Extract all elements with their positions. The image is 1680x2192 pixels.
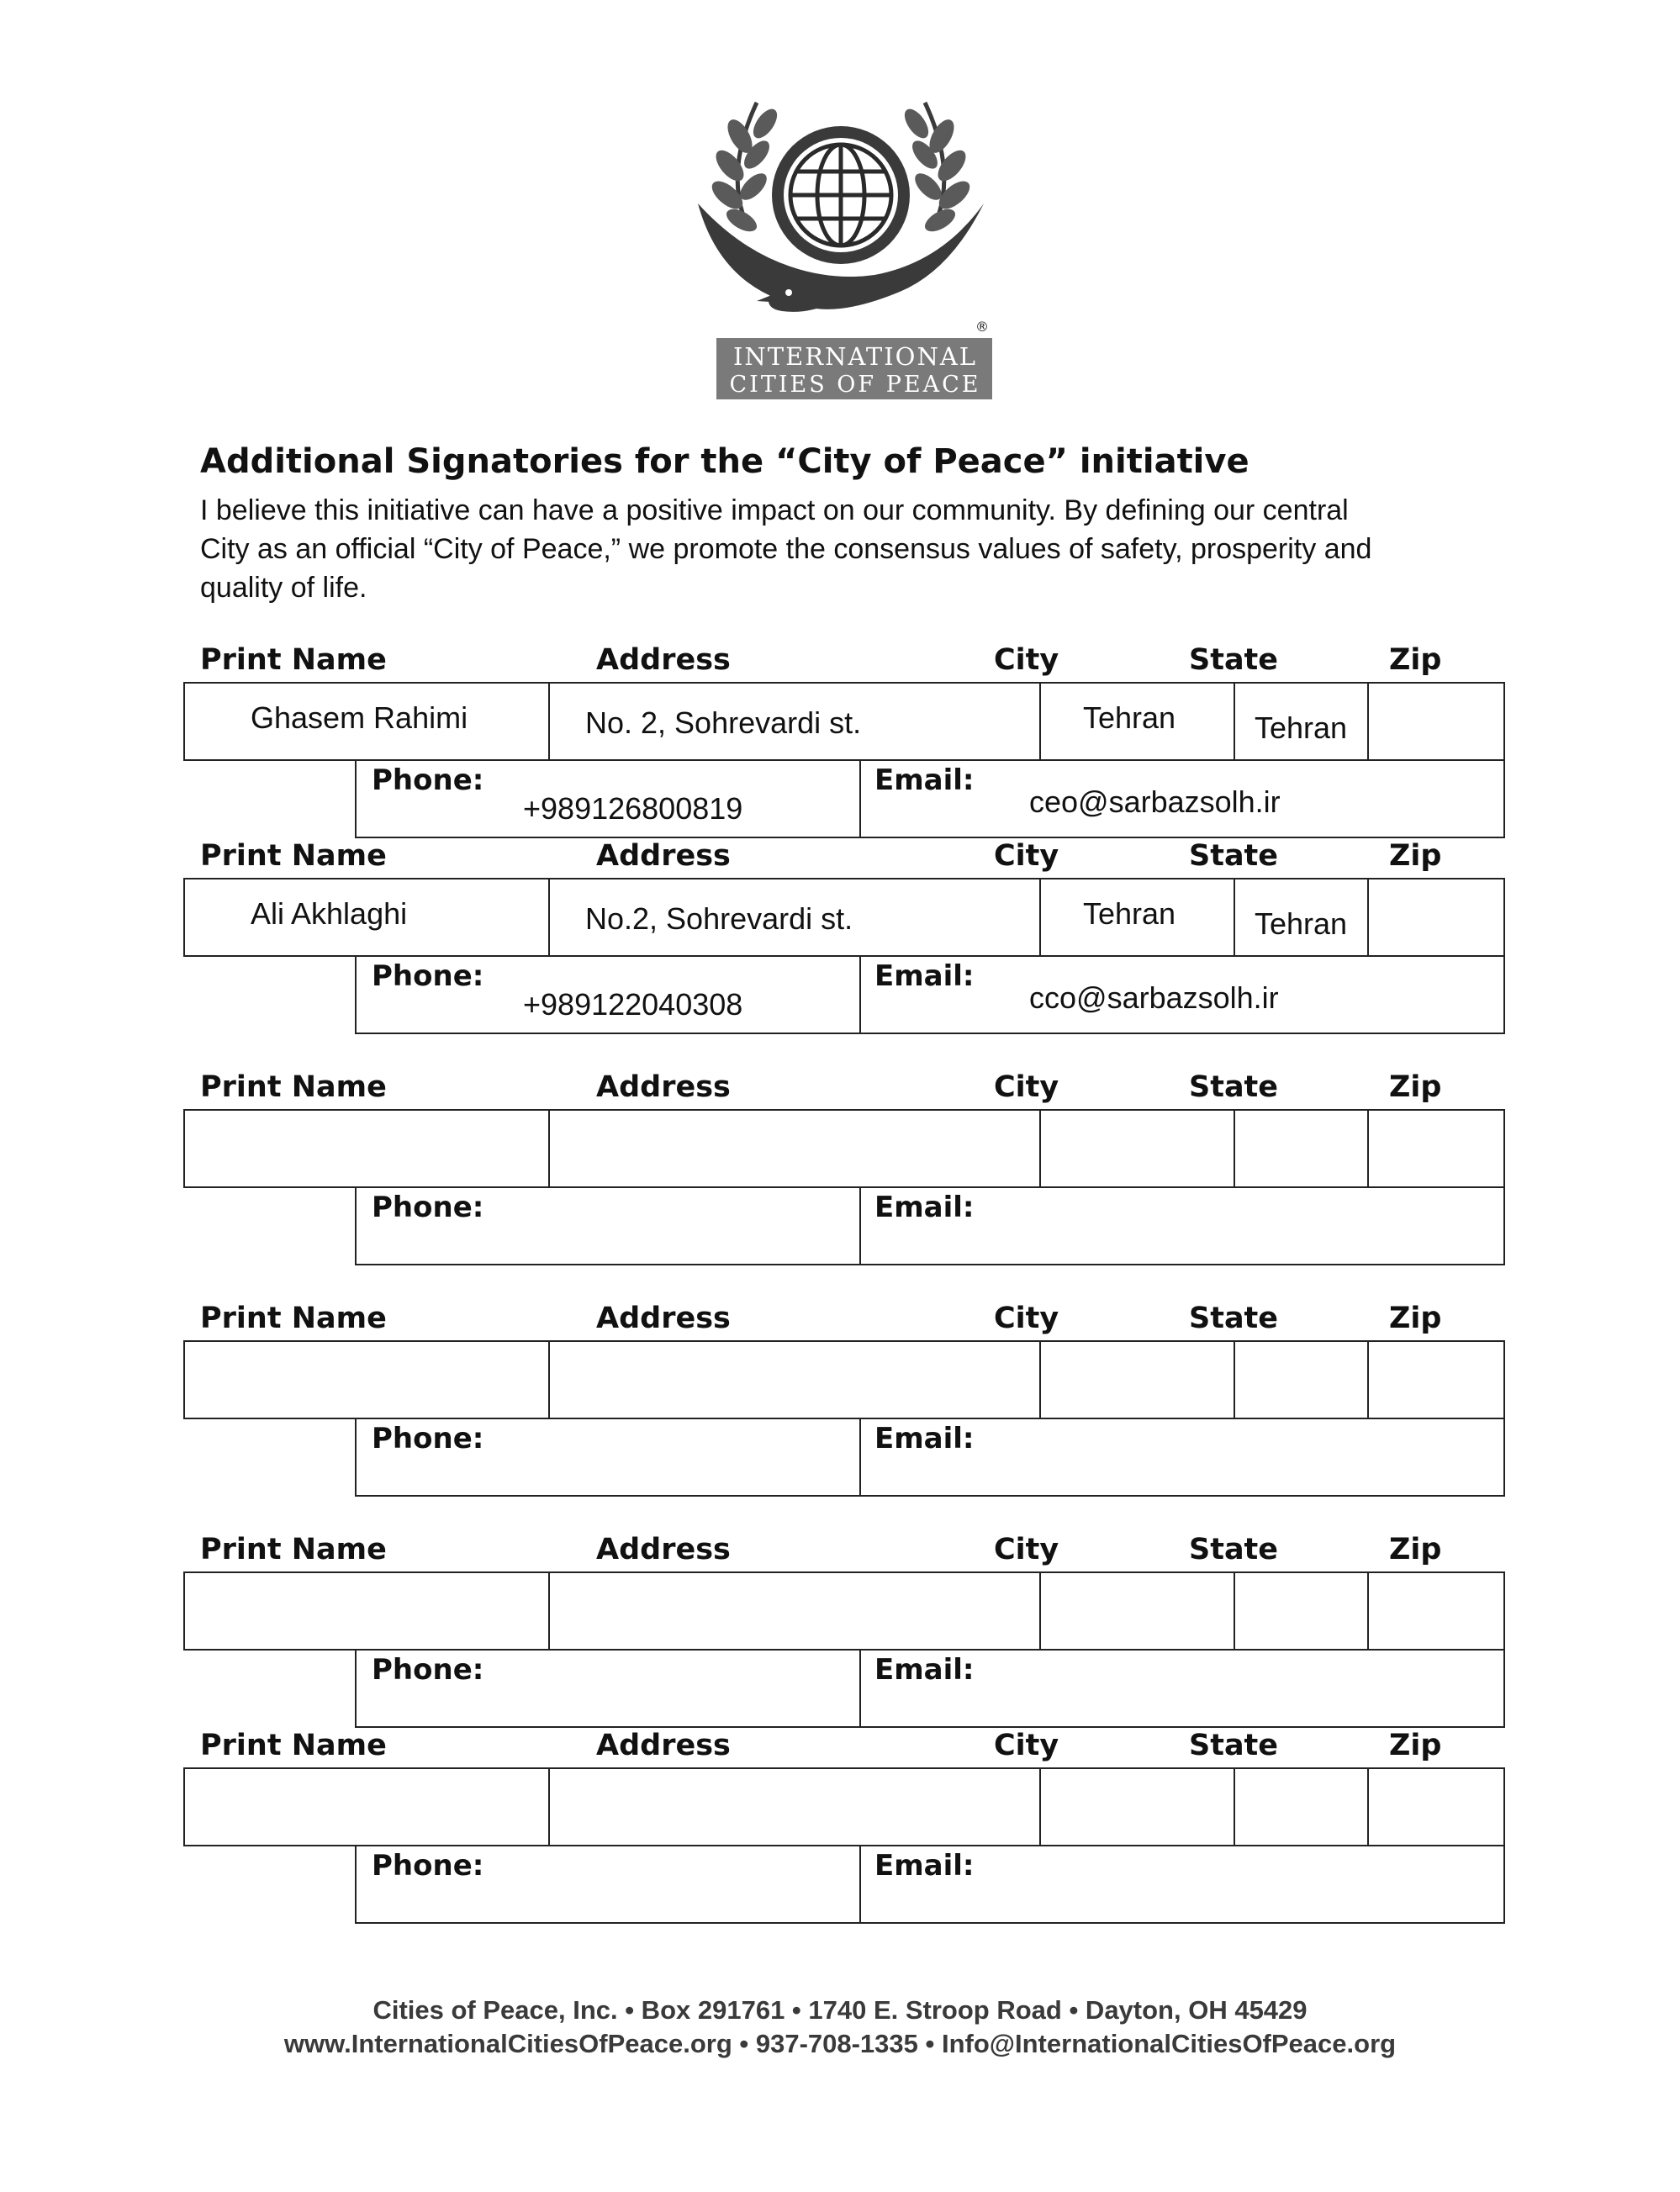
dove-globe-emblem-icon (689, 94, 992, 401)
zip-header: Zip (1389, 1302, 1442, 1335)
cell-divider (1367, 1340, 1369, 1419)
zip-header: Zip (1389, 1729, 1442, 1762)
address-header: Address (596, 1302, 731, 1335)
cities-of-peace-logo (689, 94, 992, 401)
print-name-header: Print Name (200, 839, 387, 873)
cell-divider (859, 759, 861, 838)
email-label: Email: (874, 1849, 975, 1883)
state-header: State (1189, 1729, 1279, 1762)
email-label: Email: (874, 1653, 975, 1687)
cell-divider (1039, 1767, 1041, 1846)
cell-divider (548, 1340, 550, 1419)
cell-divider (548, 1571, 550, 1651)
cell-divider (859, 1845, 861, 1924)
cell-divider (859, 1186, 861, 1265)
zip-header: Zip (1389, 643, 1442, 677)
print-name-header: Print Name (200, 1070, 387, 1104)
city-header: City (994, 643, 1059, 677)
print-name-header: Print Name (200, 1533, 387, 1566)
cell-divider (1367, 878, 1369, 957)
cell-divider (1039, 1109, 1041, 1188)
address-header: Address (596, 839, 731, 873)
email-field[interactable]: ceo@sarbazsolh.ir (1029, 784, 1281, 819)
cell-divider (1367, 1109, 1369, 1188)
state-header: State (1189, 643, 1279, 677)
intro-line: I believe this initiative can have a positive impact on our community. By defining our central (200, 494, 1349, 526)
zip-header: Zip (1389, 1070, 1442, 1104)
cell-divider (1234, 682, 1235, 761)
cell-divider (548, 682, 550, 761)
state-header: State (1189, 1533, 1279, 1566)
email-field[interactable]: cco@sarbazsolh.ir (1029, 980, 1279, 1015)
cell-divider (1039, 1571, 1041, 1651)
phone-label: Phone: (372, 1849, 484, 1883)
phone-label: Phone: (372, 1653, 484, 1687)
city-field[interactable]: Tehran (1083, 896, 1176, 931)
print-name-header: Print Name (200, 643, 387, 677)
footer-contact: www.InternationalCitiesOfPeace.org • 937-708-1335 • Info@InternationalCitiesOfPeace.org (283, 2029, 1397, 2058)
city-header: City (994, 1070, 1059, 1104)
cell-divider (548, 878, 550, 957)
name-address-row (183, 1571, 1505, 1651)
cell-divider (1234, 1571, 1235, 1651)
phone-label: Phone: (372, 1191, 484, 1224)
intro-line: quality of life. (200, 572, 367, 604)
cell-divider (548, 1767, 550, 1846)
name-address-row (183, 1767, 1505, 1846)
cell-divider (859, 1418, 861, 1497)
name-field[interactable]: Ali Akhlaghi (251, 896, 408, 931)
phone-field[interactable]: +989126800819 (523, 791, 743, 826)
state-header: State (1189, 1302, 1279, 1335)
cell-divider (859, 1649, 861, 1728)
city-header: City (994, 1302, 1059, 1335)
footer-address: Cities of Peace, Inc. • Box 291761 • 1740 E. Stroop Road • Dayton, OH 45429 (372, 1995, 1308, 2025)
zip-header: Zip (1389, 839, 1442, 873)
address-header: Address (596, 1070, 731, 1104)
email-label: Email: (874, 763, 975, 797)
address-header: Address (596, 1533, 731, 1566)
address-field[interactable]: No.2, Sohrevardi st. (585, 901, 853, 936)
cell-divider (1367, 682, 1369, 761)
phone-field[interactable]: +989122040308 (523, 987, 743, 1022)
state-field[interactable]: Tehran (1255, 906, 1348, 941)
svg-text:INTERNATIONAL: INTERNATIONAL (732, 342, 978, 371)
name-address-row (183, 1109, 1505, 1188)
print-name-header: Print Name (200, 1729, 387, 1762)
email-label: Email: (874, 1191, 975, 1224)
cell-divider (1039, 878, 1041, 957)
cell-divider (1367, 1571, 1369, 1651)
city-header: City (994, 839, 1059, 873)
email-label: Email: (874, 959, 975, 993)
cell-divider (1039, 682, 1041, 761)
cell-divider (548, 1109, 550, 1188)
state-field[interactable]: Tehran (1255, 710, 1348, 745)
city-header: City (994, 1729, 1059, 1762)
state-header: State (1189, 839, 1279, 873)
print-name-header: Print Name (200, 1302, 387, 1335)
city-field[interactable]: Tehran (1083, 700, 1176, 735)
page-title: Additional Signatories for the “City of Peace” initiative (200, 442, 1249, 481)
cell-divider (1234, 1109, 1235, 1188)
name-field[interactable]: Ghasem Rahimi (251, 700, 468, 735)
address-header: Address (596, 643, 731, 677)
city-header: City (994, 1533, 1059, 1566)
cell-divider (1039, 1340, 1041, 1419)
phone-label: Phone: (372, 959, 484, 993)
state-header: State (1189, 1070, 1279, 1104)
cell-divider (1234, 1340, 1235, 1419)
address-field[interactable]: No. 2, Sohrevardi st. (585, 705, 862, 740)
intro-line: City as an official “City of Peace,” we promote the consensus values of safety, prosperity and (200, 533, 1372, 565)
name-address-row (183, 1340, 1505, 1419)
cell-divider (1234, 878, 1235, 957)
phone-label: Phone: (372, 763, 484, 797)
svg-text:CITIES OF PEACE: CITIES OF PEACE (729, 372, 981, 398)
cell-divider (1367, 1767, 1369, 1846)
intro-paragraph (200, 491, 1478, 607)
cell-divider (859, 955, 861, 1034)
address-header: Address (596, 1729, 731, 1762)
zip-header: Zip (1389, 1533, 1442, 1566)
email-label: Email: (874, 1422, 975, 1455)
phone-label: Phone: (372, 1422, 484, 1455)
svg-text:®: ® (975, 319, 989, 335)
cell-divider (1234, 1767, 1235, 1846)
